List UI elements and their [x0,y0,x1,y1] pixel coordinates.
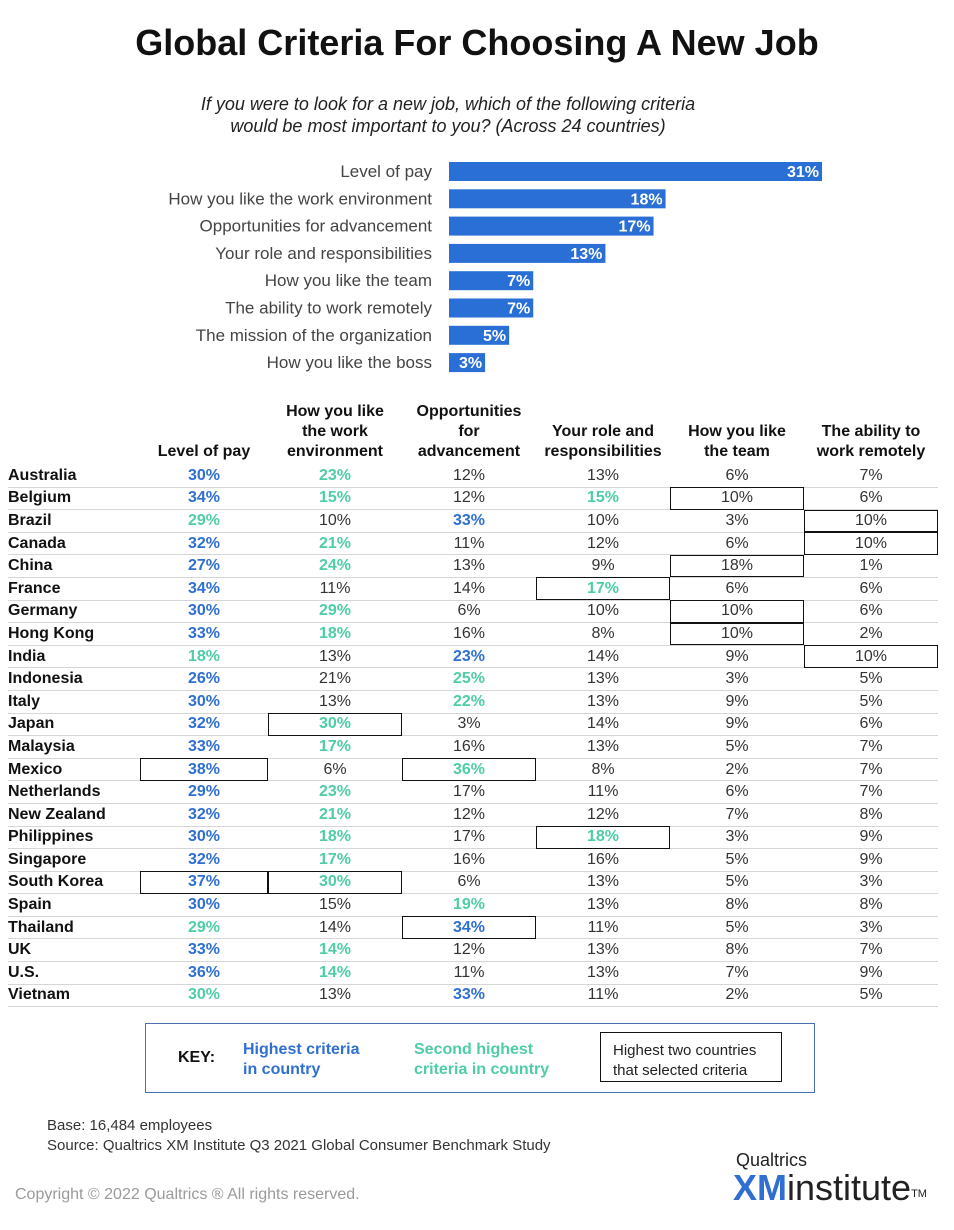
key-boxed-line-1: Highest two countries [613,1042,757,1059]
table-row [8,781,938,804]
value-cell: 11% [536,984,670,1007]
value-cell: 5% [804,984,938,1007]
value-cell: 13% [536,939,670,962]
value-cell: 16% [402,623,536,646]
value-cell: 13% [536,690,670,713]
value-cell: 7% [670,803,804,826]
value-cell: 23% [402,645,536,668]
country-cell: Hong Kong [8,623,140,646]
value-cell: 13% [536,668,670,691]
column-header [804,402,938,465]
value-cell: 14% [402,577,536,600]
value-cell: 36% [140,962,268,985]
value-cell: 6% [670,532,804,555]
bar-category-label: Your role and responsibilities [215,243,432,263]
value-cell: 10% [536,510,670,533]
country-cell: Italy [8,690,140,713]
value-cell: 2% [804,623,938,646]
value-cell: 36% [402,758,536,781]
value-cell: 6% [402,600,536,623]
value-cell: 30% [140,826,268,849]
value-cell: 30% [140,600,268,623]
bar-category-label: Level of pay [340,162,432,181]
key-highest-line-1: Highest criteria [243,1041,360,1058]
value-cell: 9% [804,962,938,985]
value-cell: 2% [670,984,804,1007]
value-cell: 7% [804,736,938,759]
logo-tm: TM [911,1188,927,1200]
value-cell: 6% [804,577,938,600]
value-cell: 13% [536,894,670,917]
value-cell: 9% [804,826,938,849]
value-cell: 26% [140,668,268,691]
country-cell: New Zealand [8,803,140,826]
value-cell: 8% [804,803,938,826]
table-row [8,487,938,510]
value-cell: 14% [268,916,402,939]
value-cell: 2% [670,758,804,781]
bar-value-label: 13% [570,245,603,263]
column-header-line: for [458,423,480,440]
value-cell: 6% [670,781,804,804]
value-cell: 10% [670,487,804,510]
column-header [268,402,402,465]
value-cell: 37% [140,871,268,894]
value-cell: 6% [670,465,804,487]
value-cell: 18% [536,826,670,849]
column-header-line: Opportunities [416,403,522,420]
bar-value-label: 17% [618,218,651,236]
value-cell: 11% [268,577,402,600]
value-cell: 17% [268,736,402,759]
value-cell: 10% [536,600,670,623]
value-cell: 18% [268,623,402,646]
table-row [8,645,938,668]
table-row [8,510,938,533]
value-cell: 6% [670,577,804,600]
value-cell: 6% [804,487,938,510]
value-cell: 9% [536,555,670,578]
value-cell: 30% [140,984,268,1007]
value-cell: 5% [804,668,938,691]
country-cell: Spain [8,894,140,917]
subtitle-line-2: would be most important to you? (Across 24 countries) [230,116,666,136]
table-row [8,916,938,939]
value-cell: 3% [670,668,804,691]
chart-title: Global Criteria For Choosing A New Job [135,22,819,63]
value-cell: 13% [536,736,670,759]
copyright: Copyright © 2022 Qualtrics ® All rights reserved. [15,1186,360,1203]
value-cell: 5% [670,736,804,759]
table-row [8,871,938,894]
value-cell: 7% [804,939,938,962]
table-row [8,465,938,487]
table-row [8,713,938,736]
value-cell: 14% [536,713,670,736]
value-cell: 27% [140,555,268,578]
table-row [8,826,938,849]
value-cell: 13% [268,984,402,1007]
bar-category-label: How you like the team [264,271,432,291]
value-cell: 13% [536,962,670,985]
key-second-line-1: Second highest [414,1041,534,1058]
country-cell: Germany [8,600,140,623]
table-row [8,758,938,781]
value-cell: 7% [804,781,938,804]
value-cell: 17% [402,826,536,849]
value-cell: 14% [536,645,670,668]
value-cell: 8% [536,758,670,781]
key-highest-line-2: in country [243,1061,321,1078]
country-cell: U.S. [8,962,140,985]
value-cell: 14% [268,962,402,985]
column-header-line: advancement [417,443,521,460]
country-cell: Japan [8,713,140,736]
bar [449,162,822,181]
chart-subtitle [0,93,896,137]
value-cell: 11% [402,532,536,555]
value-cell: 30% [140,465,268,487]
value-cell: 3% [804,871,938,894]
xm-institute-logo [733,1166,927,1210]
table-row [8,690,938,713]
table-row [8,984,938,1007]
table-row [8,555,938,578]
value-cell: 12% [536,803,670,826]
value-cell: 16% [536,849,670,872]
value-cell: 10% [804,645,938,668]
value-cell: 32% [140,532,268,555]
key-second-line-2: criteria in country [414,1061,550,1078]
country-cell: South Korea [8,871,140,894]
value-cell: 23% [268,465,402,487]
value-cell: 3% [670,510,804,533]
value-cell: 3% [804,916,938,939]
key-boxed-line-2: that selected criteria [613,1062,748,1079]
value-cell: 22% [402,690,536,713]
value-cell: 10% [670,600,804,623]
country-cell: Belgium [8,487,140,510]
country-cell: Malaysia [8,736,140,759]
value-cell: 8% [804,894,938,917]
column-header-line: Level of pay [157,443,251,460]
column-header-line: How you like [286,403,384,420]
country-cell: France [8,577,140,600]
key-legend [145,1023,815,1093]
value-cell: 10% [670,623,804,646]
bar-chart [0,155,954,385]
country-cell: Australia [8,465,140,487]
country-cell: Canada [8,532,140,555]
value-cell: 30% [268,713,402,736]
table-row [8,894,938,917]
column-header-line: work remotely [816,443,926,460]
table-row [8,623,938,646]
country-cell: Philippines [8,826,140,849]
value-cell: 14% [268,939,402,962]
value-cell: 6% [804,713,938,736]
value-cell: 13% [268,645,402,668]
value-cell: 13% [536,465,670,487]
column-header [402,402,536,465]
value-cell: 32% [140,713,268,736]
value-cell: 16% [402,736,536,759]
value-cell: 13% [536,871,670,894]
key-label: KEY: [178,1049,216,1066]
bar-value-label: 3% [458,355,483,373]
table-row [8,849,938,872]
value-cell: 33% [140,939,268,962]
key-second [414,1040,564,1080]
value-cell: 30% [140,690,268,713]
key-boxed [600,1032,782,1082]
logo-xm: XM [733,1167,787,1208]
value-cell: 9% [670,645,804,668]
column-header [140,402,268,465]
column-header-line: responsibilities [544,443,662,460]
value-cell: 7% [670,962,804,985]
value-cell: 29% [140,916,268,939]
value-cell: 10% [268,510,402,533]
value-cell: 7% [804,465,938,487]
bar-value-label: 31% [786,164,819,181]
table-row [8,577,938,600]
bar-value-label: 5% [483,327,507,345]
value-cell: 6% [268,758,402,781]
value-cell: 29% [140,510,268,533]
value-cell: 33% [140,623,268,646]
column-header-line: The ability to [821,423,921,440]
value-cell: 34% [140,577,268,600]
value-cell: 9% [804,849,938,872]
value-cell: 5% [670,871,804,894]
value-cell: 24% [268,555,402,578]
value-cell: 9% [670,713,804,736]
table-body [8,465,938,1007]
table-row [8,803,938,826]
value-cell: 8% [670,894,804,917]
country-cell: UK [8,939,140,962]
value-cell: 33% [402,510,536,533]
value-cell: 21% [268,803,402,826]
bar-value-label: 7% [507,273,531,291]
table-row [8,939,938,962]
value-cell: 29% [268,600,402,623]
country-cell: Netherlands [8,781,140,804]
column-header [536,402,670,465]
column-header-line: How you like [688,423,786,440]
value-cell: 15% [268,487,402,510]
value-cell: 33% [140,736,268,759]
country-cell: Vietnam [8,984,140,1007]
table-row [8,600,938,623]
country-cell: China [8,555,140,578]
value-cell: 18% [140,645,268,668]
column-header [8,402,140,465]
footnote-base: Base: 16,484 employees [47,1117,213,1134]
value-cell: 10% [804,510,938,533]
value-cell: 5% [670,916,804,939]
table-header-row [8,402,938,465]
country-cell: Singapore [8,849,140,872]
value-cell: 7% [804,758,938,781]
value-cell: 5% [804,690,938,713]
bar-category-label: How you like the work environment [168,189,432,209]
value-cell: 12% [536,532,670,555]
value-cell: 18% [670,555,804,578]
value-cell: 11% [536,916,670,939]
value-cell: 6% [402,871,536,894]
subtitle-line-1: If you were to look for a new job, which of the following criteria [200,94,696,114]
bar-category-label: The ability to work remotely [225,298,432,318]
value-cell: 12% [402,803,536,826]
value-cell: 21% [268,668,402,691]
value-cell: 30% [140,894,268,917]
column-header-line: the team [704,443,770,460]
value-cell: 25% [402,668,536,691]
value-cell: 1% [804,555,938,578]
logo-brand: Qualtrics [736,1150,808,1170]
value-cell: 30% [268,871,402,894]
bar-value-label: 7% [507,300,531,318]
country-cell: Brazil [8,510,140,533]
value-cell: 12% [402,487,536,510]
bar-category-label: The mission of the organization [195,325,432,345]
table-row [8,532,938,555]
value-cell: 6% [804,600,938,623]
value-cell: 15% [536,487,670,510]
value-cell: 18% [268,826,402,849]
value-cell: 17% [268,849,402,872]
value-cell: 19% [402,894,536,917]
country-cell: Indonesia [8,668,140,691]
value-cell: 32% [140,849,268,872]
value-cell: 33% [402,984,536,1007]
table-row [8,668,938,691]
value-cell: 12% [402,939,536,962]
value-cell: 5% [670,849,804,872]
value-cell: 10% [804,532,938,555]
column-header-line: Your role and [552,423,654,440]
bar-category-label: Opportunities for advancement [199,216,432,236]
value-cell: 15% [268,894,402,917]
value-cell: 34% [140,487,268,510]
country-table [8,402,938,1007]
bar-value-label: 18% [630,191,663,209]
value-cell: 17% [536,577,670,600]
country-cell: Thailand [8,916,140,939]
logo-institute: institute [787,1167,912,1208]
table-row [8,962,938,985]
country-cell: Mexico [8,758,140,781]
value-cell: 16% [402,849,536,872]
value-cell: 9% [670,690,804,713]
column-header-line: the work [302,423,368,440]
value-cell: 11% [402,962,536,985]
value-cell: 3% [670,826,804,849]
value-cell: 12% [402,465,536,487]
footnote-source: Source: Qualtrics XM Institute Q3 2021 Global Consumer Benchmark Study [47,1137,551,1154]
key-highest [243,1040,383,1080]
value-cell: 13% [268,690,402,713]
value-cell: 11% [536,781,670,804]
bar-category-label: How you like the boss [266,353,432,373]
country-cell: India [8,645,140,668]
column-header-line: environment [286,443,383,460]
value-cell: 8% [536,623,670,646]
value-cell: 3% [402,713,536,736]
value-cell: 29% [140,781,268,804]
value-cell: 8% [670,939,804,962]
value-cell: 21% [268,532,402,555]
column-header [670,402,804,465]
value-cell: 23% [268,781,402,804]
value-cell: 38% [140,758,268,781]
value-cell: 34% [402,916,536,939]
value-cell: 32% [140,803,268,826]
value-cell: 13% [402,555,536,578]
value-cell: 17% [402,781,536,804]
table-row [8,736,938,759]
